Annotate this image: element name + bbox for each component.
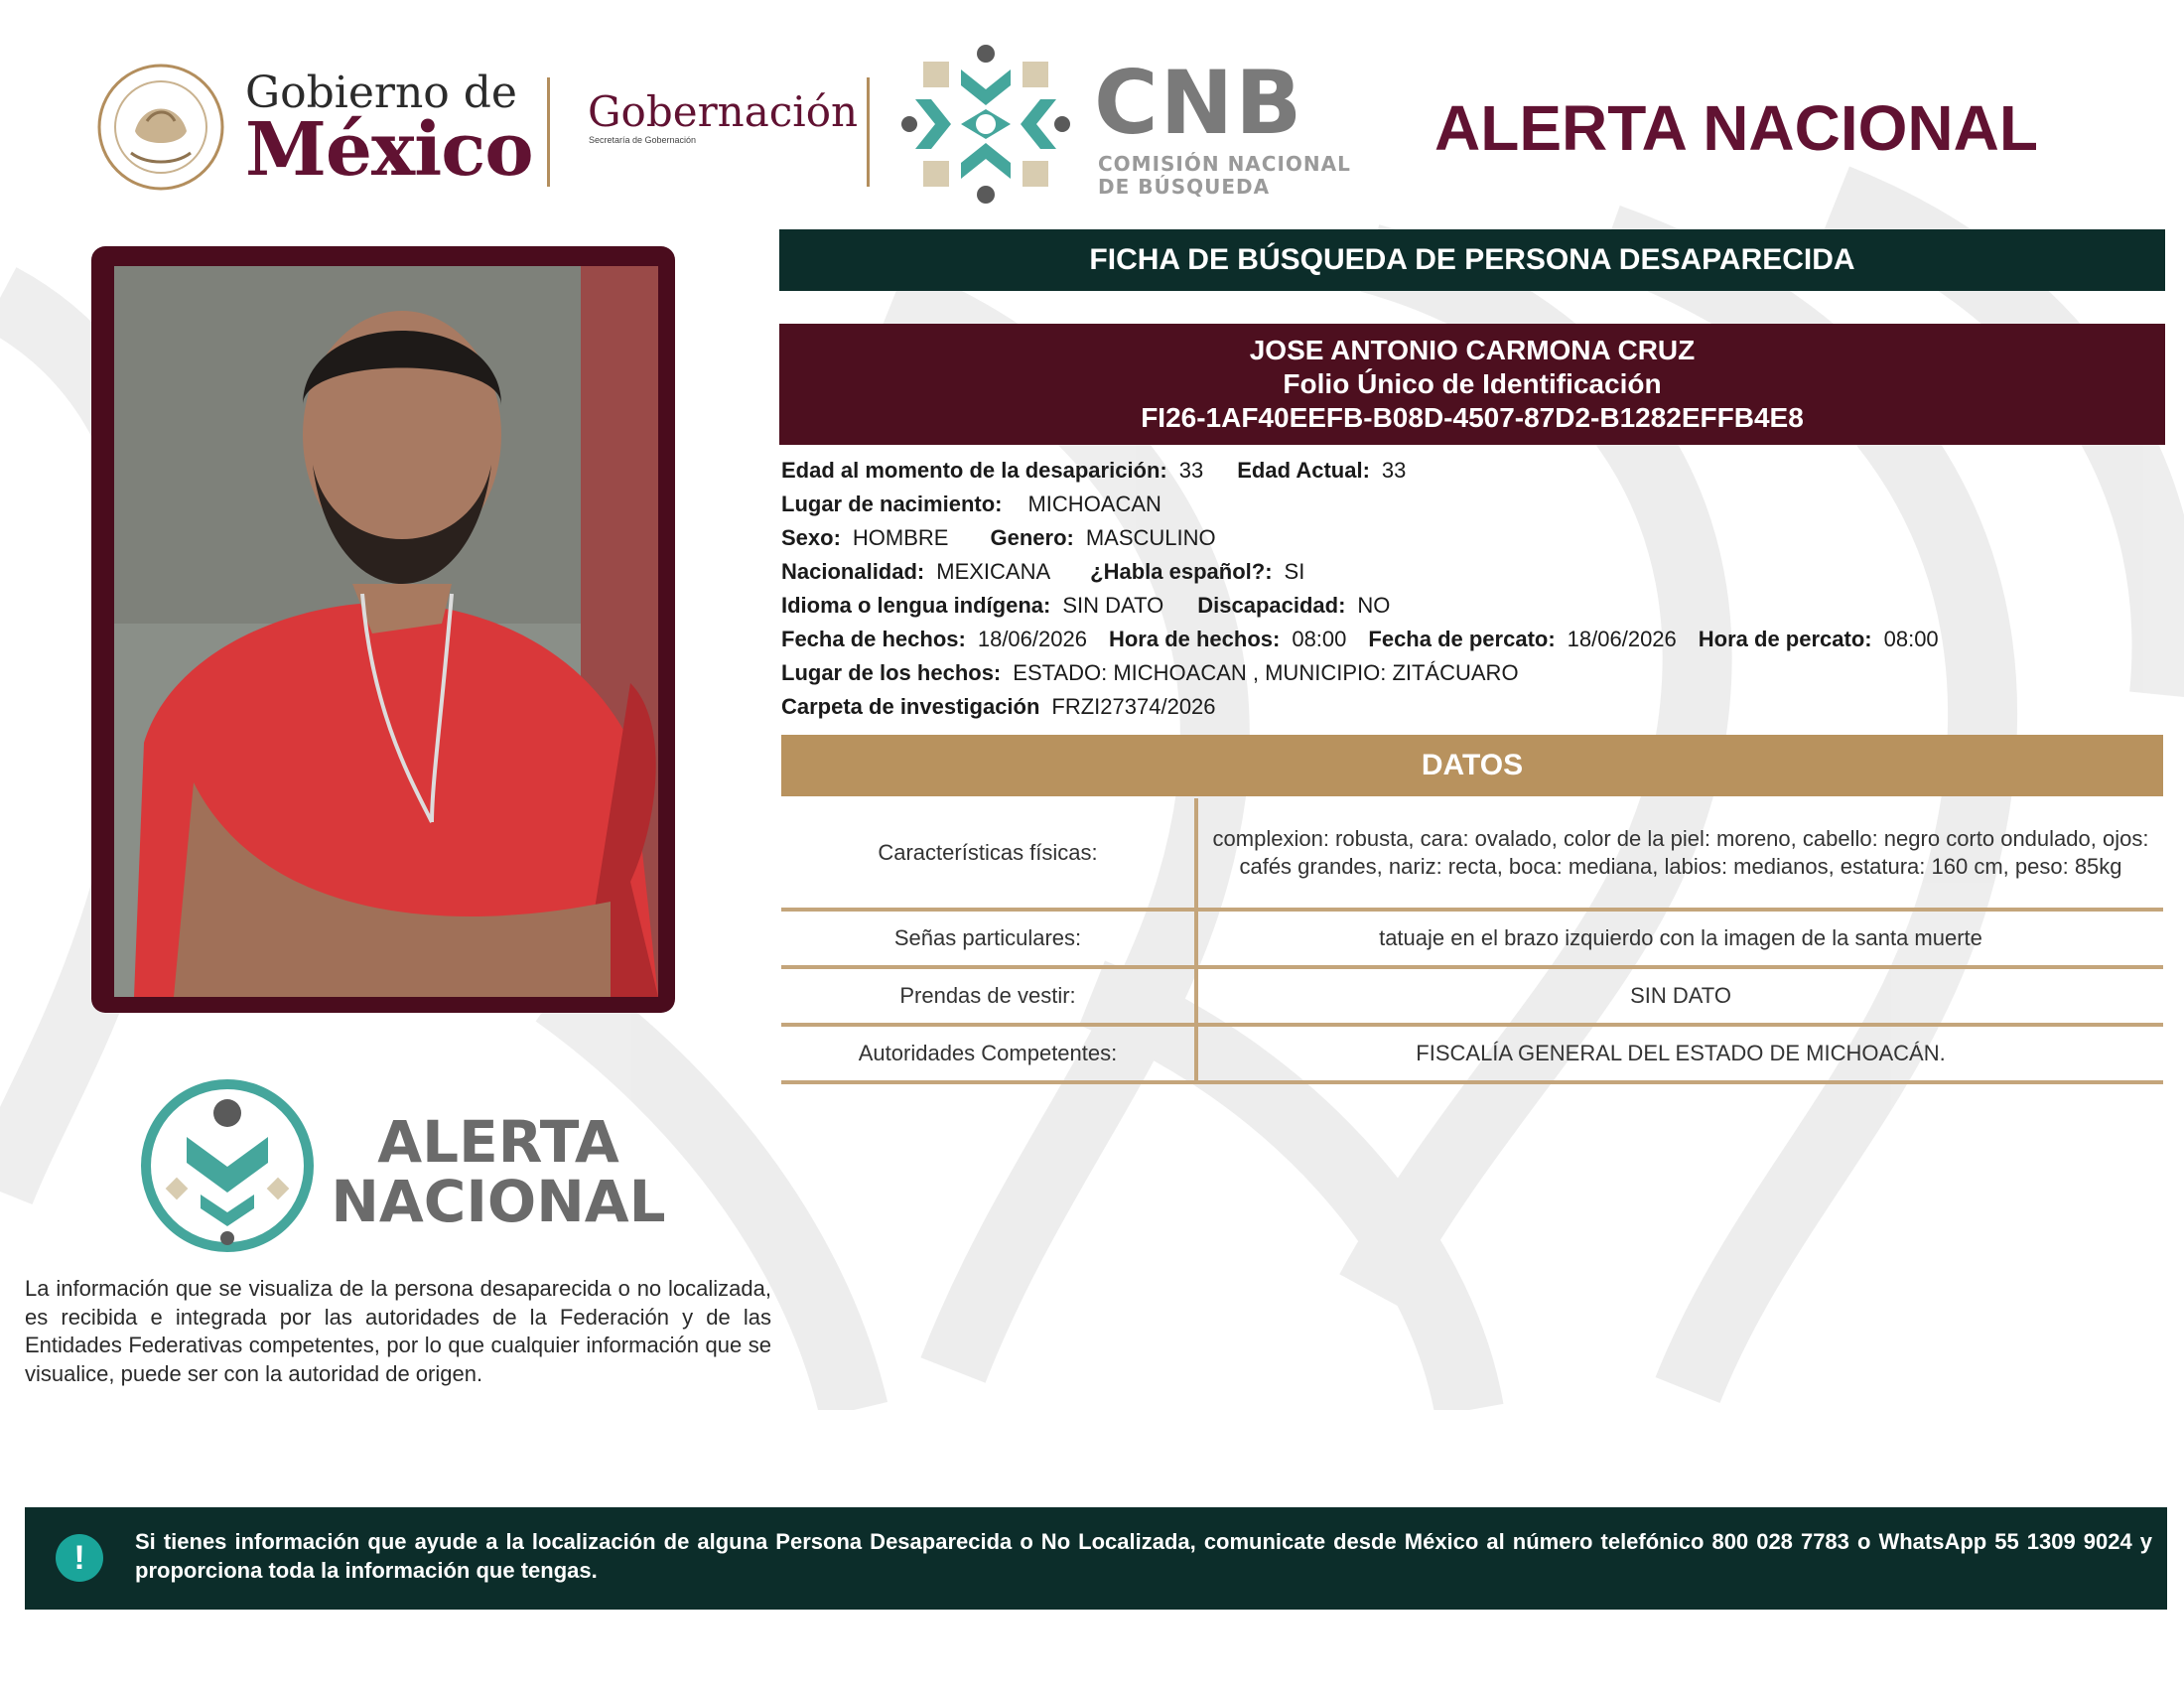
- row-label: Señas particulares:: [781, 912, 1198, 965]
- genero-label: Genero:: [990, 525, 1074, 550]
- cnb-logo-icon: [901, 40, 1070, 209]
- person-name: JOSE ANTONIO CARMONA CRUZ: [1249, 335, 1696, 365]
- fecha-hechos-label: Fecha de hechos:: [781, 627, 966, 651]
- info-row-fechas: [781, 626, 1973, 653]
- edad-actual-value: 33: [1381, 458, 1407, 483]
- nacionalidad-label: Nacionalidad:: [781, 559, 925, 584]
- alerta-nacional-logo-text: ALERTA NACIONAL: [331, 1108, 666, 1235]
- hora-hechos-value: 08:00: [1292, 627, 1347, 651]
- cnb-text: CNB: [1094, 52, 1304, 154]
- gobierno-de-text: Gobierno de: [245, 68, 517, 118]
- cnb-subtitle: COMISIÓN NACIONAL DE BÚSQUEDA: [1098, 152, 1351, 199]
- info-row-lugar: [781, 659, 1553, 687]
- ficha-title-bar: FICHA DE BÚSQUEDA DE PERSONA DESAPARECIDA: [779, 229, 2165, 291]
- sexo-label: Sexo:: [781, 525, 841, 550]
- fecha-hechos-value: 18/06/2026: [977, 627, 1087, 651]
- disclaimer-text: La información que se visualiza de la persona desaparecida o no localizada, es recibida e integrada por las autoridades de la Federación y de las Entidades Federativas competentes, por lo que cualquier información que se visualice, puede ser con la autoridad de origen.: [25, 1276, 771, 1386]
- genero-value: MASCULINO: [1085, 525, 1216, 550]
- espanol-label: ¿Habla español?:: [1090, 559, 1273, 584]
- lugar-hechos-value: ESTADO: MICHOACAN , MUNICIPIO: ZITÁCUARO: [1013, 660, 1519, 685]
- espanol-value: SI: [1284, 559, 1305, 584]
- escudo-nacional-logo: [95, 62, 226, 193]
- carpeta-label: Carpeta de investigación: [781, 694, 1040, 719]
- discapacidad-value: NO: [1357, 593, 1391, 618]
- edad-actual-label: Edad Actual:: [1237, 458, 1370, 483]
- header-divider: [547, 77, 550, 187]
- gobernacion-text: Gobernación: [588, 87, 859, 136]
- header-divider: [867, 77, 870, 187]
- sexo-value: HOMBRE: [852, 525, 949, 550]
- datos-table: [781, 798, 2163, 1084]
- person-name-bar: [779, 324, 2165, 445]
- hora-percato-label: Hora de percato:: [1698, 627, 1872, 651]
- row-value: complexion: robusta, cara: ovalado, color de la piel: moreno, cabello: negro corto ondulado, ojos: cafés grandes, nariz: recta, boca: mediana, labios: medianos, estatura: 160 cm, peso: 85kg: [1212, 826, 2149, 879]
- nacimiento-label: Lugar de nacimiento:: [781, 492, 1003, 516]
- info-row-idioma: [781, 592, 1424, 620]
- alerta-nacional-logo-icon: [139, 1077, 316, 1254]
- discapacidad-label: Discapacidad:: [1197, 593, 1346, 618]
- alerta-nacional-title: ALERTA NACIONAL: [1434, 92, 2038, 164]
- folio-label: Folio Único de Identificación: [1283, 368, 1662, 399]
- edad-desaparicion-value: 33: [1178, 458, 1204, 483]
- row-label: Autoridades Competentes:: [781, 1027, 1198, 1080]
- table-row: [781, 798, 2163, 912]
- fecha-percato-value: 18/06/2026: [1567, 627, 1677, 651]
- info-row-carpeta: [781, 693, 1250, 721]
- missing-person-photo: [114, 266, 658, 997]
- row-label: Características físicas:: [781, 798, 1198, 908]
- hora-percato-value: 08:00: [1883, 627, 1939, 651]
- lugar-hechos-label: Lugar de los hechos:: [781, 660, 1002, 685]
- hora-hechos-label: Hora de hechos:: [1108, 627, 1281, 651]
- table-row: [781, 969, 2163, 1027]
- table-row: [781, 912, 2163, 969]
- row-value: FISCALÍA GENERAL DEL ESTADO DE MICHOACÁN.: [1416, 1041, 1946, 1065]
- info-row-nacionalidad: [781, 558, 1338, 586]
- exclamation-icon: !: [56, 1534, 103, 1582]
- edad-desaparicion-label: Edad al momento de la desaparición:: [781, 458, 1167, 483]
- nacimiento-value: MICHOACAN: [1027, 492, 1161, 516]
- row-value: tatuaje en el brazo izquierdo con la imagen de la santa muerte: [1379, 925, 1982, 950]
- mexico-text: México: [245, 107, 533, 193]
- row-label: Prendas de vestir:: [781, 969, 1198, 1023]
- idioma-label: Idioma o lengua indígena:: [781, 593, 1051, 618]
- footer-contact-text: Si tienes información que ayude a la localización de alguna Persona Desaparecida o No Localizada, comunicate desde México al número telefónico 800 028 7783 o WhatsApp 55 1309 9024 y proporciona toda la información que tengas.: [135, 1529, 2152, 1583]
- folio-id: FI26-1AF40EEFB-B08D-4507-87D2-B1282EFFB4E8: [1141, 402, 1804, 433]
- info-row-edad: [781, 457, 1439, 485]
- fecha-percato-label: Fecha de percato:: [1368, 627, 1556, 651]
- carpeta-value: FRZI27374/2026: [1051, 694, 1216, 719]
- info-row-nacimiento: [781, 491, 1195, 518]
- nacionalidad-value: MEXICANA: [936, 559, 1051, 584]
- datos-header-bar: DATOS: [781, 735, 2163, 796]
- info-row-sexo: [781, 524, 1250, 552]
- gobernacion-subtitle: Secretaría de Gobernación: [589, 135, 697, 145]
- row-value: SIN DATO: [1630, 983, 1731, 1008]
- idioma-value: SIN DATO: [1062, 593, 1164, 618]
- table-row: [781, 1027, 2163, 1084]
